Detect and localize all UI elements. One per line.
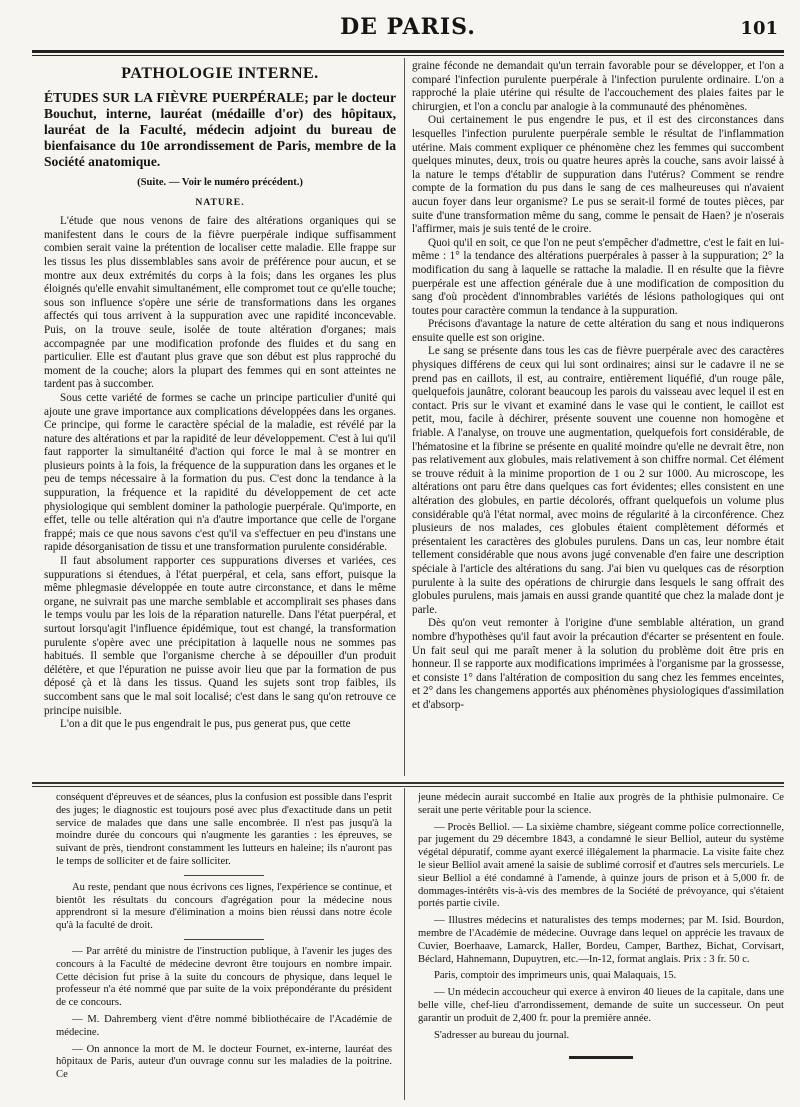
paragraph: L'on a dit que le pus engendrait le pus, pus generat pus, que cette (60, 718, 351, 731)
paragraph: Le sang se présente dans tous les cas de fièvre puerpérale avec des caractères physiques différens de ceux qui lui sont ordinaires; ainsi sur le cadavre il ne se prend pas en caillots, il est, au contraire, entièrement liquéfié, d'un rouge pâle, quelquefois jaunâtre, colorant beaucoup les parois du vaisseau avec lequel il est en contact. Pris sur le vivant et examiné dans le vase qui le contient, le caillot est petit, mou, facile à déchirer, présente souvent une couenne non homogène et friable. A l'analyse, on trouve une augmentation, quelquefois fort considérable, de l'hématosine et la fibrine se présente en qualité moindre qu'elle ne devrait être, non pas relativement aux globules, mais relativement à son chiffre normal. Cet élément se trouve réduit à la minime proportion de 1 ou 2 sur 1000. Au microscope, les altérations ont paru être dans quelques cas fort évidentes; elles consistent en une altération des globules, en partie décolorés, offrant quelquefois un volume plus considérable qu'à l'état normal, avec moins de régularité à la circonférence. Chez plusieurs de nos malades, ces globules étaient complètement déformés et présentaient les caractères des globules purulens. Dans un cas, leur nombre était tellement considérable que nous avons jugé convenable d'en faire une description spéciale à l'article des altérations du sang. J'ai bien vu quelques cas de résorption purulente à la suite des opérations de chirurgie dans lesquels le sang offrait des globules purulens, mais jamais en aussi grande quantité que chez la malade dont je parle. (412, 345, 784, 616)
paragraph: Dès qu'on veut remonter à l'origine d'une semblable altération, un grand nombre d'hypothèses qu'il faut avoir la précaution d'écarter se présentent en foule. Un fait seul qui me paraît mener à la solution du problème doit être pris en honneur. Il se rapporte aux modifications imprimées à l'organisme par la grossesse, et consiste 1° dans l'altération de composition du sang chez les femmes enceintes, et 2° dans les changemens apportés aux phénomènes physiologiques d'assimilation et d'absorp- (412, 617, 784, 711)
paragraph: Il faut absolument rapporter ces suppurations diverses et variées, ces suppurations si étendues, à l'état puerpéral, et cela, sans effort, puisque la même phlegmasie développée en toute autre circonstance, et dans le même organe, ne suivrait pas une marche semblable et accomplirait ses phases dans le temps voulu par les lois de la réparation naturelle. Dans l'état puerpéral, et surtout lorsqu'agit l'influence épidémique, tout est changé, la transformation purulente s'opère avec une précipitation à laquelle nous ne sommes pas habitués. Il semble que l'organisme cherche à se dépouiller d'un produit délétère, et que l'épuration ne puisse avoir lieu que par la formation de pus déposé çà et là dans les tissus. Quand les sujets sont trop faibles, ils succombent sans que le mal soit localisé; c'est dans le sang qu'on retrouve ce principe nuisible. (44, 555, 396, 717)
paragraph: S'adresser au bureau du journal. (434, 1029, 570, 1041)
article-head: ÉTUDES SUR LA FIÈVRE PUERPÉRALE; par le docteur Bouchut, interne, lauréat (médaille d'or) des hôpitaux, lauréat de la Faculté, médecin adjoint du bureau de bienfaisance du 10e arrondissement de Paris, membre de la Société anatomique. (44, 90, 396, 169)
paragraph: Quoi qu'il en soit, ce que l'on ne peut s'empêcher d'admettre, c'est le fait en lui-même : 1° la tendance des altérations puerpérales à passer à la suppuration; 2° la modification du sang à laquelle se rattache la maladie. Il en résulte que la fièvre puerpérale est une affection générale due à une modification de composition du sang d'où procèdent d'innombrables variétés de lésions pathologiques qui ont toutes pour caractère commun la tendance à la suppuration. (412, 236, 784, 317)
page-number: 101 (740, 18, 778, 39)
page-header (32, 14, 784, 48)
paragraph: — Procès Belliol. — La sixième chambre, siégeant comme police correctionnelle, par jugement du 29 décembre 1843, a condamné le sieur Belliol, auteur du système végétal dépuratif, comme ayant exercé illégalement la pharmacie. La visite faite chez le sieur Belliol avait amené la saisie de sublimé corrosif et d'autres sels mercuriels. Le sieur Belliol a été condamné à l'amende, à quinze jours de prison et à 5,000 fr. de dommages-intérêts vis-à-vis des membres de la Société de prévoyance, qui s'étaient portés partie civile. (418, 821, 784, 910)
header-rule (32, 50, 784, 56)
paragraph: Précisons d'avantage la nature de cette altération du sang et nous indiquerons ensuite quelle est son origine. (412, 318, 784, 344)
section-divider (32, 782, 784, 787)
paragraph: Sous cette variété de formes se cache un principe particulier d'unité qui ajoute une grave importance aux complications développées dans les organes. Ce principe, qui forme le caractère spécial de la maladie, est révélé par la nature des altérations et par la rapidité de leur développement. C'est à lui qu'il faut rapporter la simultanéité d'action qui force le mal à se montrer en plusieurs points à la fois, la fréquence de la suppuration dans les organes et le peu de temps nécessaire à la formation du pus. C'est donc la tendance à la suppuration, la fréquence et la rapidité du développement de cet acte physiologique qui semblent dominer la pathologie puerpérale. Qu'importe, en effet, telle ou telle altération qui n'a d'autre importance que celle de l'organe frappé; mais ce que nous savons c'est qu'il va s'effectuer en peu d'instans une rapide désorganisation de tissu et une transformation purulente considérable. (44, 391, 396, 554)
column-divider (404, 58, 405, 776)
news-column-left (56, 792, 392, 1097)
paragraph: — Par arrêté du ministre de l'instruction publique, à l'avenir les juges des concours à la Faculté de médecine devront être toujours en nombre impair. Cette décision fut prise à la suite du concours de physique, dans lequel le professeur n'a été nommé que par suite de la voix prépondérante du président de ce concours. (56, 945, 392, 1009)
paragraph: Oui certainement le pus engendre le pus, et il est des circonstances dans lesquelles l'infection purulente puerpérale semble le résultat de l'inflammation utérine. Mais comment expliquer ce phénomène chez les femmes qui succombent quelques minutes, deux, trois ou quatre heures après la couche, sans avoir laissé à la nature le temps d'établir de suppuration dans l'utérus? Comment se rendre compte de la formation du pus dans le sang de ces malheureuses qui n'avaient aucun foyer dans leur organisme? Le pus se serait-il formé de toutes pièces, par suite d'une transformation même du sang, comme le pensait de Haen? je n'oserais l'affirmer, mais je suis tenté de le croire. (412, 114, 784, 236)
paragraph: graine féconde ne demandait qu'un terrain favorable pour se développer, et l'on a comparé l'infection purulente puerpérale à l'infection purulente ordinaire. L'on a rapproché la plaie utérine qui résulte de l'accouchement des plaies faites par le chirurgien, et l'on a conclu par analogie à la communauté des phénomènes. (412, 60, 784, 113)
subsection-title: NATURE. (195, 196, 245, 208)
paragraph: L'étude que nous venons de faire des altérations organiques qui se manifestent dans le cours de la fièvre puerpérale indique suffisamment combien serait vaine la prétention de localiser cette maladie. Elle frappe sur les tissus les plus dissemblables sans avoir de préférence pour aucun, et se montre aux deux extrémités du corps à la fois; dans les organes les plus éloignés qu'elle envahit simultanément, elle compromet tout ce qu'elle touche; sous son influence s'opère une série de transformations dans les organes affectés qui tous arrivent à la suppuration avec une rapidité inconcevable. Puis, on la trouve seule, isolée de toute altération d'organes; mais accompagnée par une modification profonde des fluides et du sang en particulier. Elle est d'autant plus grave que son début est plus rapproché du moment de la couche; alors la plupart des femmes qui en sont atteintes ne tardent pas à succomber. (44, 215, 396, 391)
end-rule (569, 1056, 633, 1059)
paragraph: Paris, comptoir des imprimeurs unis, quai Malaquais, 15. (434, 970, 677, 982)
paragraph: — Un médecin accoucheur qui exerce à environ 40 lieues de la capitale, dans une belle ville, chef-lieu d'arrondissement, demande de suite un successeur. On peut garantir un produit de 2,400 fr. pour la première année. (418, 987, 784, 1024)
separator (184, 939, 264, 940)
paragraph: Au reste, pendant que nous écrivons ces lignes, l'expérience se continue, et bientôt les résultats du concours d'agrégation pour la médecine nous apprendront si la mesure d'élimination a moins bien réussi dans notre école qu'à la faculté de droit. (56, 881, 392, 932)
paragraph: — M. Dahremberg vient d'être nommé bibliothécaire de l'Académie de médecine. (56, 1013, 392, 1038)
section-title: PATHOLOGIE INTERNE. (121, 65, 319, 82)
separator (184, 875, 264, 876)
article-column-left (44, 60, 396, 775)
news-column-right (418, 792, 784, 1097)
paragraph: — Illustres médecins et naturalistes des temps modernes; par M. Isid. Bourdon, membre de l'Académie de médecine. Ouvrage dans lequel on apprécie les travaux de Cuvier, Boerhaave, Lamarck, Haller, Bordeu, Camper, Barthez, Bichat, Corvisart, Béclard, Hahnemann, Dupuytren, etc.—In-12, format anglais. Prix : 3 fr. 50 c. (418, 915, 784, 965)
column-divider (404, 788, 405, 1100)
paragraph: jeune médecin aurait succombé en Italie aux progrès de la phthisie pulmonaire. Ce serait une perte véritable pour la science. (418, 792, 784, 816)
paragraph: conséquent d'épreuves et de séances, plus la confusion est possible dans l'esprit des juges; le diagnostic est toujours posé avec plus d'exactitude dans un petit service de malades que dans une salle encombrée. Il n'est pas jusqu'à la moindre durée du concours qui n'augmente les garanties : les épreuves, se suivant de près, tiendront constamment les lutteurs en haleine; ils n'auront pas le temps de solliciter et de faire solliciter. (56, 792, 392, 867)
paragraph: — On annonce la mort de M. le docteur Fournet, ex-interne, lauréat des hôpitaux de Paris, auteur d'un ouvrage connu sur les maladies de la poitrine. Ce (56, 1043, 392, 1081)
continuation-note: (Suite. — Voir le numéro précédent.) (137, 177, 303, 188)
header-title: DE PARIS. (340, 14, 476, 40)
article-column-right (412, 60, 784, 775)
